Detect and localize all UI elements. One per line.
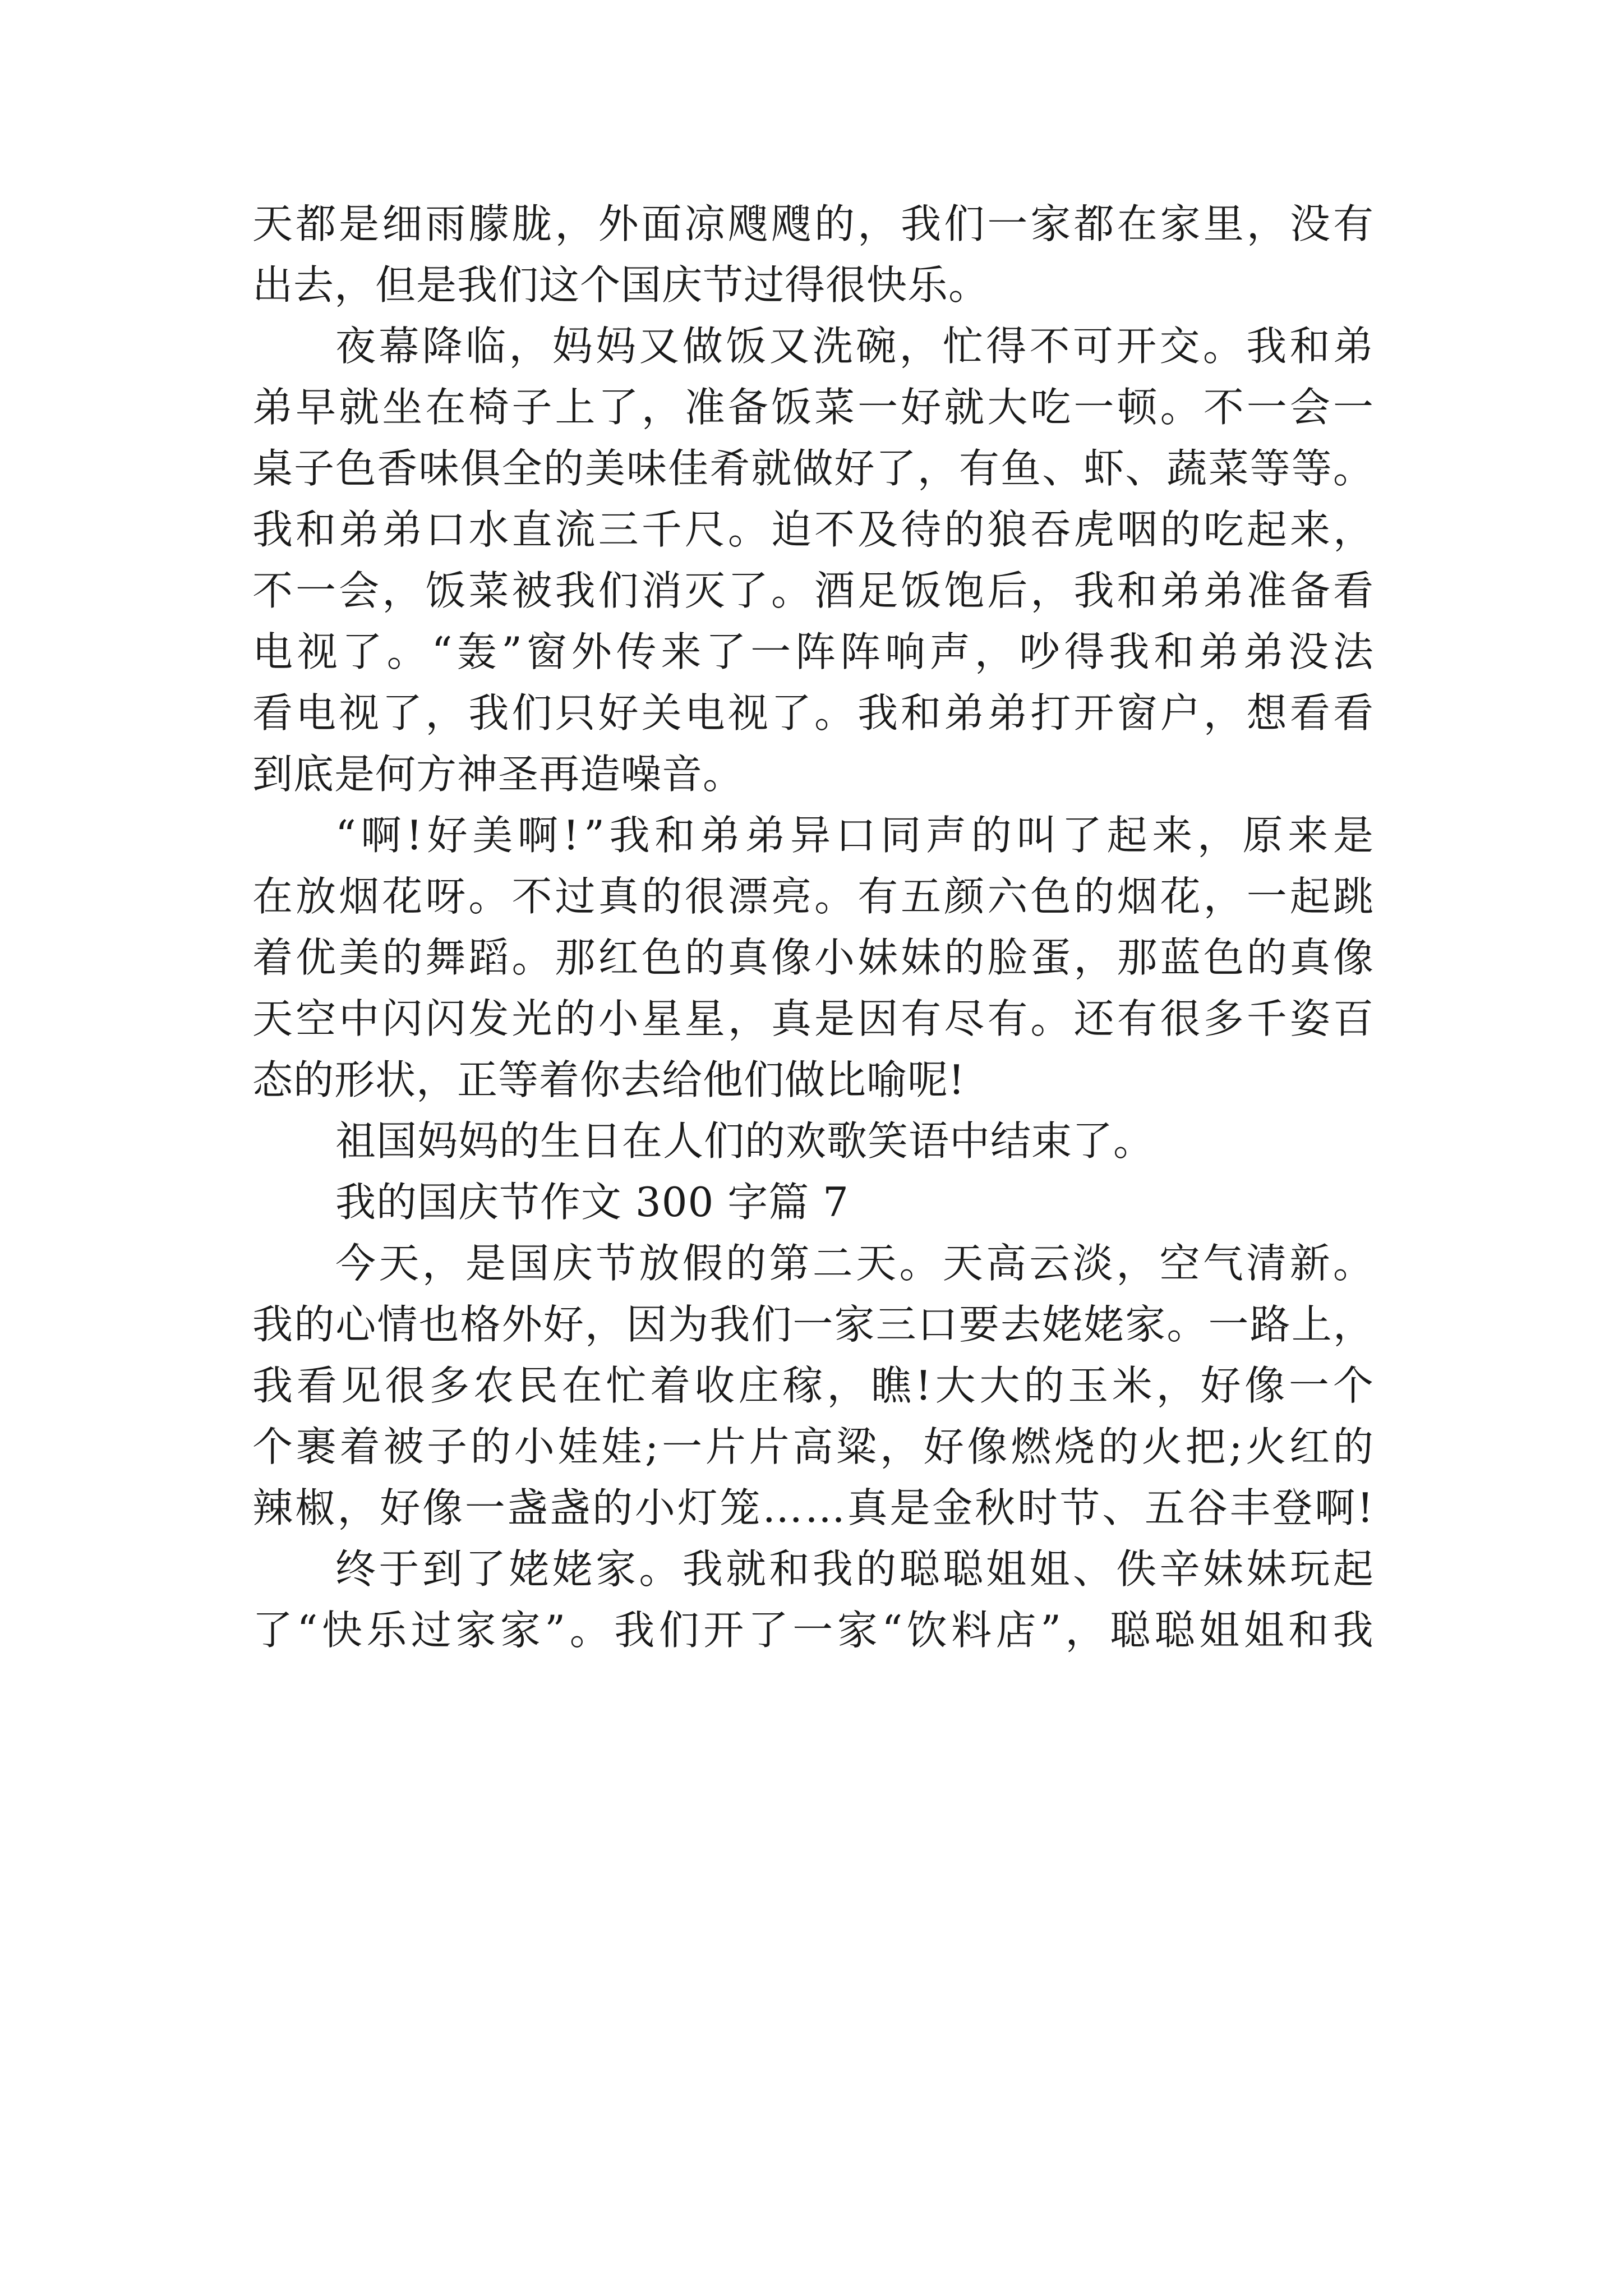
text-line: 弟 早 就 坐 在 椅 子 上 了 ， 准 备 饭 菜 一 好 就 大 吃 一 顿 。 不 一 会 一: [252, 384, 1374, 431]
text-line: 终 于 到 了 姥 姥 家 。 我 就 和 我 的 聪 聪 姐 姐 、 佚 辛 妹 妹 玩 起: [335, 1545, 1374, 1593]
text-line: 到底是何方神圣再造噪音。: [252, 751, 744, 798]
text-line: 电 视 了 。 “ 轰 ” 窗 外 传 来 了 一 阵 阵 响 声 ， 吵 得 我 和 弟 弟 没 法: [252, 628, 1374, 675]
text-line: 不 一 会 ， 饭 菜 被 我 们 消 灭 了 。 酒 足 饭 饱 后 ， 我 和 弟 弟 准 备 看: [252, 567, 1374, 614]
text-line: 了 “ 快 乐 过 家 家 ” 。 我 们 开 了 一 家 “ 饮 料 店 ” ， 聪 聪 姐 姐 和 我: [252, 1607, 1374, 1654]
text-line: 夜 幕 降 临 ， 妈 妈 又 做 饭 又 洗 碗 ， 忙 得 不 可 开 交 。 我 和 弟: [335, 323, 1374, 370]
text-line: 看 电 视 了 ， 我 们 只 好 关 电 视 了 。 我 和 弟 弟 打 开 窗 户 ， 想 看 看: [252, 689, 1374, 737]
text-line: 我 和 弟 弟 口 水 直 流 三 千 尺 。 迫 不 及 待 的 狼 吞 虎 咽 的 吃 起 来 ，: [252, 506, 1374, 553]
text-line: 我 看 见 很 多 农 民 在 忙 着 收 庄 稼 ， 瞧 ! 大 大 的 玉 米 ， 好 像 一 个: [252, 1362, 1374, 1409]
text-line: 桌 子 色 香 味 俱 全 的 美 味 佳 肴 就 做 好 了 ， 有 鱼 、 虾 、 蔬 菜 等 等 。: [252, 445, 1374, 492]
text-line: 出去，但是我们这个国庆节过得很快乐。: [252, 261, 990, 309]
text-line: 今 天 ， 是 国 庆 节 放 假 的 第 二 天 。 天 高 云 淡 ， 空 气 清 新 。: [335, 1240, 1374, 1287]
body-text: [252, 194, 1374, 1661]
text-line: 着 优 美 的 舞 蹈 。 那 红 色 的 真 像 小 妹 妹 的 脸 蛋 ， 那 蓝 色 的 真 像: [252, 934, 1374, 981]
text-line: 在 放 烟 花 呀 。 不 过 真 的 很 漂 亮 。 有 五 颜 六 色 的 烟 花 ， 一 起 跳: [252, 873, 1374, 920]
text-line: 天 都 是 细 雨 朦 胧 ， 外 面 凉 飕 飕 的 ， 我 们 一 家 都 在 家 里 ， 没 有: [252, 200, 1374, 247]
text-line: “ 啊 ! 好 美 啊 ! ” 我 和 弟 弟 异 口 同 声 的 叫 了 起 来 ， 原 来 是: [335, 812, 1374, 859]
text-line: 天 空 中 闪 闪 发 光 的 小 星 星 ， 真 是 因 有 尽 有 。 还 有 很 多 千 姿 百: [252, 995, 1374, 1042]
text-line: 辣 椒 ， 好 像 一 盏 盏 的 小 灯 笼 … … 真 是 金 秋 时 节 、 五 谷 丰 登 啊 !: [252, 1484, 1374, 1531]
text-line: 我的国庆节作文 300 字篇 7: [335, 1179, 849, 1226]
text-line: 祖国妈妈的生日在人们的欢歌笑语中结束了。: [335, 1117, 1155, 1165]
text-line: 我 的 心 情 也 格 外 好 ， 因 为 我 们 一 家 三 口 要 去 姥 姥 家 。 一 路 上 ，: [252, 1301, 1374, 1348]
text-line: 个 裹 着 被 子 的 小 娃 娃 ; 一 片 片 高 粱 ， 好 像 燃 烧 的 火 把 ; 火 红 的: [252, 1423, 1374, 1470]
text-line: 态的形状，正等着你去给他们做比喻呢!: [252, 1056, 965, 1103]
